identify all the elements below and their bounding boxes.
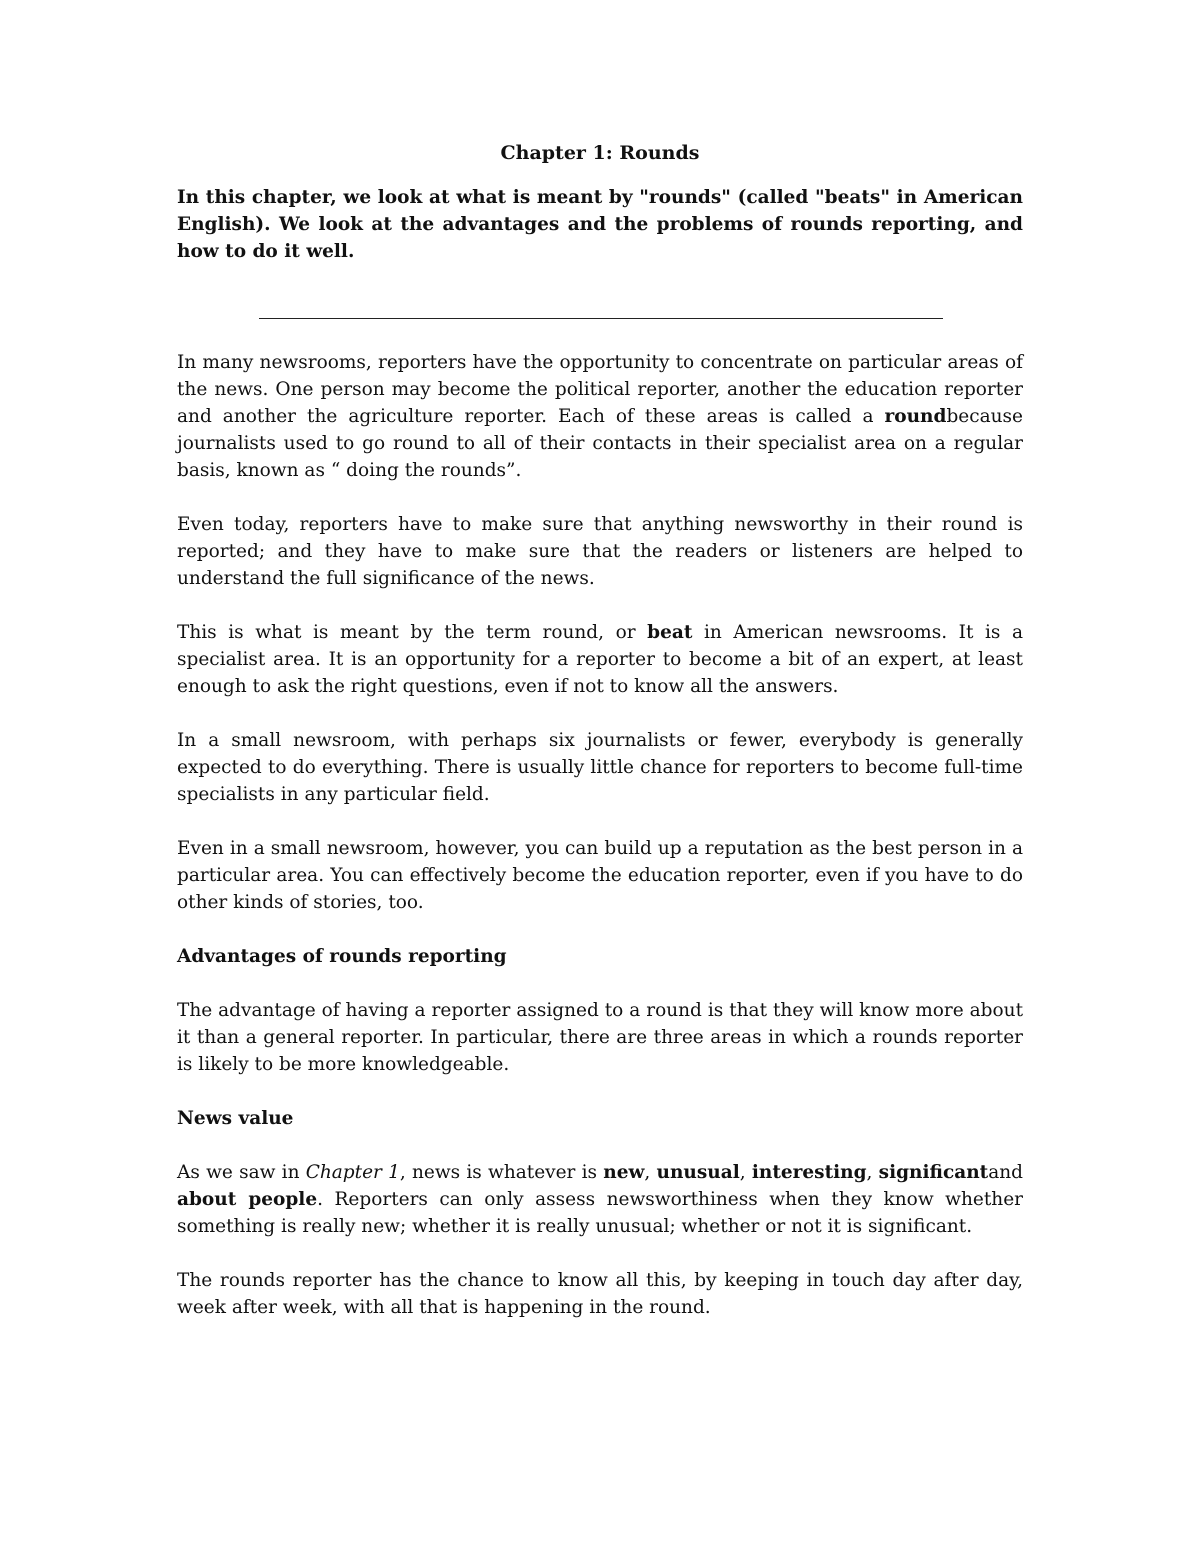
separator-2: , — [739, 1162, 752, 1183]
term-unusual: unusual — [656, 1162, 740, 1183]
paragraph-3-text-b: in American newsrooms. It is a specialist area. It is an opportunity for a reporter to become a bit of an expert, at least enough to ask the right questions, even if not to know all the answers. — [177, 622, 1023, 697]
document-page — [177, 140, 1023, 1348]
horizontal-rule — [259, 318, 943, 319]
term-about-people: about people — [177, 1189, 318, 1210]
chapter-intro: In this chapter, we look at what is meant by "rounds" (called "beats" in American English). We look at the advantages and the problems of rounds reporting, and how to do it well. — [177, 187, 1023, 262]
chapter-reference: Chapter 1 — [305, 1162, 400, 1183]
paragraph-7-text-1: As we saw in — [177, 1162, 306, 1183]
term-beat: beat — [647, 622, 693, 643]
term-round: round — [884, 406, 947, 427]
paragraph-4: In a small newsroom, with perhaps six journalists or fewer, everybody is generally expected to do everything. There is usually little chance for reporters to become full-time specialists in any particular field. — [177, 730, 1023, 805]
paragraph-7 — [177, 1159, 1023, 1240]
separator-4: and — [988, 1162, 1024, 1183]
term-interesting: interesting — [751, 1162, 867, 1183]
paragraph-5: Even in a small newsroom, however, you can build up a reputation as the best person in a particular area. You can effectively become the education reporter, even if you have to do other kinds of stories, too. — [177, 838, 1023, 913]
paragraph-3 — [177, 619, 1023, 700]
chapter-title: Chapter 1: Rounds — [500, 142, 700, 164]
term-new: new — [603, 1162, 645, 1183]
paragraph-1-text-a: In many newsrooms, reporters have the opportunity to concentrate on particular areas of the news. One person may become the political reporter, another the education reporter and another the agriculture reporter. Each of these areas is called a — [177, 352, 1023, 427]
paragraph-7-text-3: . Reporters can only assess newsworthiness when they know whether something is really new; whether it is really unusual; whether or not it is significant. — [177, 1189, 1023, 1237]
paragraph-8: The rounds reporter has the chance to know all this, by keeping in touch day after day, week after week, with all that is happening in the round. — [177, 1270, 1023, 1318]
paragraph-1 — [177, 349, 1023, 484]
heading-advantages: Advantages of rounds reporting — [177, 946, 507, 967]
separator-1: , — [644, 1162, 657, 1183]
term-significant: significant — [878, 1162, 989, 1183]
heading-news-value: News value — [177, 1108, 294, 1129]
separator-3: , — [866, 1162, 879, 1183]
paragraph-6: The advantage of having a reporter assigned to a round is that they will know more about it than a general reporter. In particular, there are three areas in which a rounds reporter is likely to be more knowledgeable. — [177, 1000, 1023, 1075]
paragraph-7-text-2: , news is whatever is — [399, 1162, 604, 1183]
paragraph-2: Even today, reporters have to make sure that anything newsworthy in their round is reported; and they have to make sure that the readers or listeners are helped to understand the full significance of the news. — [177, 514, 1023, 589]
paragraph-1-text-b: because journalists used to go round to all of their contacts in their specialist area on a regular basis, known as “ doing the rounds”. — [177, 406, 1023, 481]
paragraph-3-text-a: This is what is meant by the term round, or — [177, 622, 648, 643]
